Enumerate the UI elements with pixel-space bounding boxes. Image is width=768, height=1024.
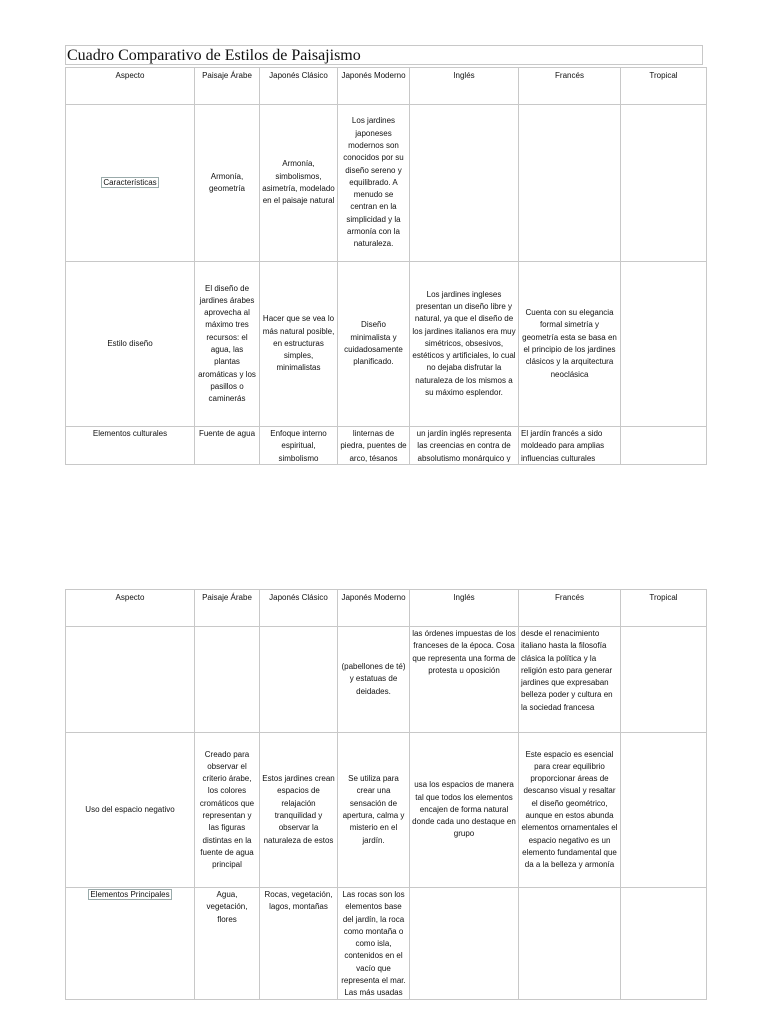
page-title: Cuadro Comparativo de Estilos de Paisajismo: [67, 47, 361, 64]
cell-japones-moderno: (pabellones de té) y estatuas de deidades.: [338, 627, 410, 733]
table-header-row: [66, 590, 707, 627]
row-aspect-label: [66, 105, 195, 262]
cell-japones-moderno: [338, 427, 410, 465]
table-row: [66, 888, 707, 1000]
comparison-table-1: [65, 67, 707, 465]
table-row: [66, 105, 707, 262]
table-row: [66, 733, 707, 888]
cell-arabe: El diseño de jardines árabes aprovecha al máximo tres recursos: el agua, las plantas aromáticas y los pasillos o caminerás: [195, 262, 260, 427]
header-japones-clasico: Japonés Clásico: [260, 68, 338, 105]
cell-japones-clasico: Rocas, vegetación, lagos, montañas: [260, 888, 338, 1000]
aspect-caracteristicas: Características: [103, 177, 157, 187]
cell-japones-clasico: [260, 627, 338, 733]
cell-ingles: las órdenes impuestas de los franceses de la época. Cosa que representa una forma de protesta u oposición: [410, 627, 519, 733]
cell-japones-clasico: [260, 427, 338, 465]
cell-japones-moderno: [338, 888, 410, 1000]
header-ingles: Inglés: [410, 590, 519, 627]
cell-arabe: Armonía, geometría: [195, 105, 260, 262]
aspect-uso-espacio-negativo: Uso del espacio negativo: [66, 733, 195, 888]
cell-tropical: [621, 888, 707, 1000]
cell-frances: [519, 427, 621, 465]
row-aspect-label: [66, 627, 195, 733]
header-japones-clasico: Japonés Clásico: [260, 590, 338, 627]
cell-arabe: Creado para observar el criterio árabe, los colores cromáticos que representan y las figuras distintas en la fuente de agua principal: [195, 733, 260, 888]
cell-frances: [519, 105, 621, 262]
header-paisaje-arabe: Paisaje Árabe: [195, 68, 260, 105]
header-aspecto: Aspecto: [66, 68, 195, 105]
cell-tropical: [621, 105, 707, 262]
title-box: [65, 45, 703, 65]
cell-japones-moderno: Los jardines japoneses modernos son conocidos por su diseño sereno y equilibrado. A menudo se centran en la simplicidad y la armonía con la naturaleza.: [338, 105, 410, 262]
cell-frances: Este espacio es esencial para crear equilibrio proporcionar áreas de descanso visual y resaltar el diseño geométrico, aunque en estos abunda elementos ornamentales el espacio negativo es un elemento fundamental que da a la belleza y armonía: [519, 733, 621, 888]
cell-tropical: [621, 627, 707, 733]
cell-ingles: Los jardines ingleses presentan un diseño libre y natural, ya que el diseño de los jardines italianos era muy simétricos, obsesivos, estéticos y artificiales, lo cual no dejaba disfrutar la naturaleza de los mismos a su máximo esplendor.: [410, 262, 519, 427]
cell-japones-clasico: Estos jardines crean espacios de relajación tranquilidad y observar la naturaleza de estos: [260, 733, 338, 888]
row-aspect-label: [66, 888, 195, 1000]
table-header-row: [66, 68, 707, 105]
cell-ingles: [410, 888, 519, 1000]
cell-japones-moderno: Se utiliza para crear una sensación de apertura, calma y misterio en el jardín.: [338, 733, 410, 888]
cell-japones-clasico: Hacer que se vea lo más natural posible, en estructuras simples, minimalistas: [260, 262, 338, 427]
aspect-elementos-principales: Elementos Principales: [90, 890, 170, 899]
cell-text: Las rocas son los elementos base del jardín, la roca como montaña o como isla, contenidos en el vacío que representa el mar. Las más usadas: [341, 890, 406, 997]
table-row: [66, 627, 707, 733]
aspect-elementos-culturales: Elementos culturales: [66, 427, 195, 465]
cell-arabe: [195, 627, 260, 733]
cell-japones-clasico: Armonía, simbolismos, asimetría, modelado en el paisaje natural: [260, 105, 338, 262]
cell-frances: desde el renacimiento italiano hasta la filosofía clásica la política y la religión esto para generar jardines que expresaban belleza poder y cultura en la sociedad francesa: [519, 627, 621, 733]
header-ingles: Inglés: [410, 68, 519, 105]
aspect-estilo-diseno: Estilo diseño: [66, 262, 195, 427]
header-tropical: Tropical: [621, 590, 707, 627]
cell-frances: Cuenta con su elegancia formal simetría y geometría esta se basa en el principio de los jardines clásicos y la arquitectura neoclásica: [519, 262, 621, 427]
cell-arabe: Fuente de agua: [195, 427, 260, 465]
header-tropical: Tropical: [621, 68, 707, 105]
header-aspecto: Aspecto: [66, 590, 195, 627]
cell-arabe: Agua, vegetación, flores: [195, 888, 260, 1000]
header-frances: Francés: [519, 68, 621, 105]
cell-tropical: [621, 262, 707, 427]
cell-text: linternas de piedra, puentes de arco, tésanos: [340, 429, 407, 462]
cell-text: un jardín inglés representa las creencias en contra de absolutismo monárquico y: [416, 429, 512, 462]
cell-frances: [519, 888, 621, 1000]
header-frances: Francés: [519, 590, 621, 627]
cell-text: El jardín francés a sido moldeado para amplias influencias culturales: [521, 429, 605, 462]
cell-ingles: [410, 427, 519, 465]
header-japones-moderno: Japonés Moderno: [338, 68, 410, 105]
table-row: [66, 427, 707, 465]
cell-ingles: [410, 105, 519, 262]
header-paisaje-arabe: Paisaje Árabe: [195, 590, 260, 627]
cell-japones-moderno: Diseño minimalista y cuidadosamente planificado.: [338, 262, 410, 427]
header-japones-moderno: Japonés Moderno: [338, 590, 410, 627]
table-row: [66, 262, 707, 427]
cell-ingles: usa los espacios de manera tal que todos los elementos encajen de forma natural donde cada uno destaque en grupo: [410, 733, 519, 888]
cell-tropical: [621, 427, 707, 465]
cell-text: Enfoque interno espiritual, simbolismo: [270, 429, 327, 462]
cell-tropical: [621, 733, 707, 888]
comparison-table-2: [65, 589, 707, 1000]
